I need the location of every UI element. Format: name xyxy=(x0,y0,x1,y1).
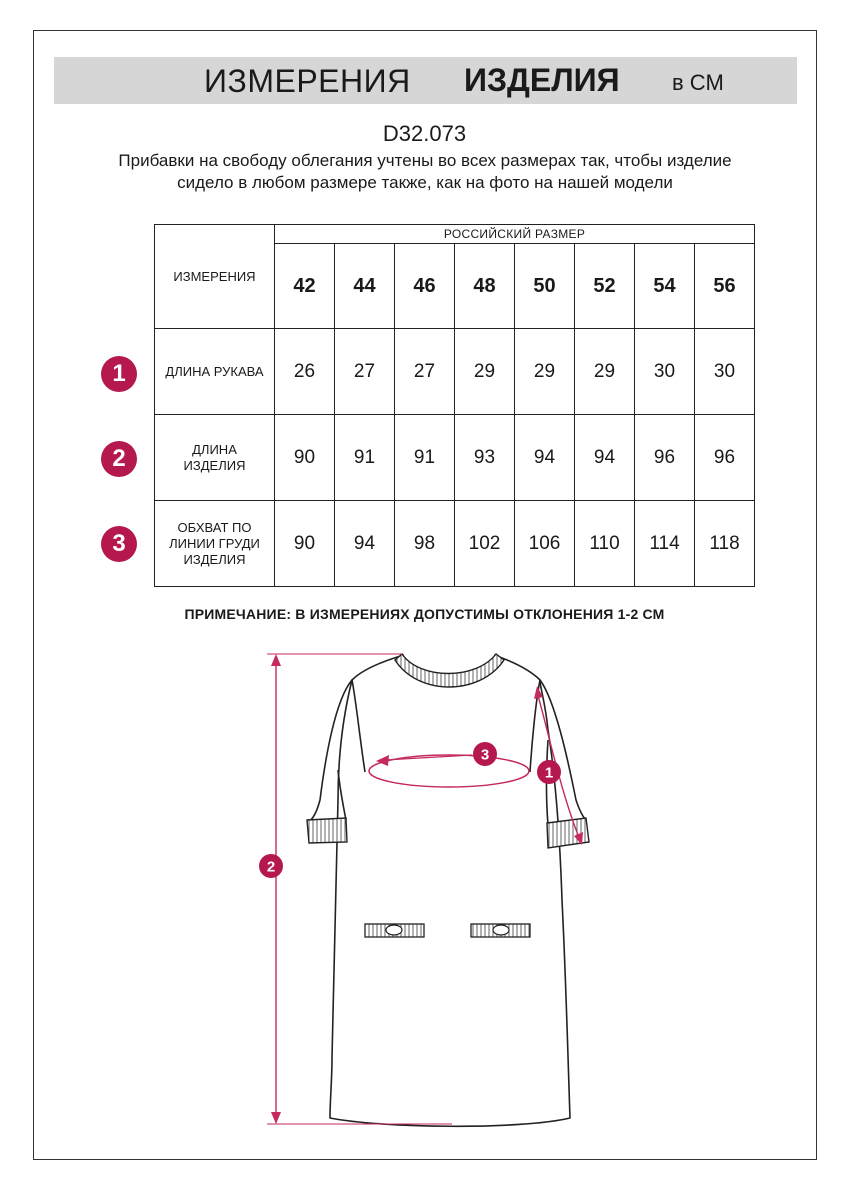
table-cell: 106 xyxy=(515,501,575,587)
table-cell: 94 xyxy=(575,415,635,501)
table-cell: 26 xyxy=(275,329,335,415)
table-cell: 29 xyxy=(515,329,575,415)
title-unit: в СМ xyxy=(672,70,724,95)
table-cell: 27 xyxy=(335,329,395,415)
table-cell: 90 xyxy=(275,501,335,587)
table-cell: 94 xyxy=(515,415,575,501)
left-pocket xyxy=(365,924,424,937)
title-product: ИЗДЕЛИЯ xyxy=(464,62,620,98)
table-cell: 110 xyxy=(575,501,635,587)
size-header: 52 xyxy=(575,244,635,329)
tolerance-note: ПРИМЕЧАНИЕ: В ИЗМЕРЕНИЯХ ДОПУСТИМЫ ОТКЛОНЕНИЯ 1-2 СМ xyxy=(184,606,665,622)
neck-rib xyxy=(395,654,504,687)
size-header: 54 xyxy=(635,244,695,329)
size-header: 56 xyxy=(695,244,755,329)
length-marker xyxy=(259,854,283,878)
table-cell: 90 xyxy=(275,415,335,501)
row-badge-chest: 3 xyxy=(101,526,137,562)
chest-measure-ellipse xyxy=(369,755,529,787)
table-cell: 93 xyxy=(455,415,515,501)
table-cell: 27 xyxy=(395,329,455,415)
row-label: ДЛИНА РУКАВА xyxy=(155,329,275,415)
size-header: 42 xyxy=(275,244,335,329)
right-pocket xyxy=(471,924,530,937)
intro-text: Прибавки на свободу облегания учтены во всех размерах так, чтобы изделие сидело в любом размере также, как на фото на нашей модели xyxy=(118,151,732,192)
size-header: 50 xyxy=(515,244,575,329)
length-measure-line xyxy=(267,654,452,1124)
table-cell: 102 xyxy=(455,501,515,587)
row-label: ДЛИНА ИЗДЕЛИЯ xyxy=(155,415,275,501)
chest-marker-label: 3 xyxy=(480,746,490,764)
table-cell: 29 xyxy=(575,329,635,415)
table-cell: 96 xyxy=(695,415,755,501)
table-cell: 118 xyxy=(695,501,755,587)
size-header: 48 xyxy=(455,244,515,329)
article-number: D32.073 xyxy=(382,121,467,146)
sleeve-marker-label: 1 xyxy=(544,764,554,782)
table-cell: 94 xyxy=(335,501,395,587)
row-label: ОБХВАТ ПО ЛИНИИ ГРУДИ ИЗДЕЛИЯ xyxy=(155,501,275,587)
title-measurements: ИЗМЕРЕНИЯ xyxy=(204,63,411,99)
table-cell: 96 xyxy=(635,415,695,501)
chest-marker xyxy=(473,742,497,766)
size-header: 46 xyxy=(395,244,455,329)
sleeve-marker xyxy=(537,760,561,784)
table-cell: 114 xyxy=(635,501,695,587)
size-group-header: РОССИЙСКИЙ РАЗМЕР xyxy=(275,225,755,244)
table-cell: 30 xyxy=(695,329,755,415)
table-cell: 30 xyxy=(635,329,695,415)
table-cell: 91 xyxy=(395,415,455,501)
table-cell: 91 xyxy=(335,415,395,501)
length-marker-label: 2 xyxy=(266,858,276,876)
dress-outline xyxy=(308,655,586,1126)
table-cell: 29 xyxy=(455,329,515,415)
table-cell: 98 xyxy=(395,501,455,587)
size-header: 44 xyxy=(335,244,395,329)
left-cuff-rib xyxy=(307,818,347,843)
row-badge-length: 2 xyxy=(101,441,137,477)
row-badge-sleeve: 1 xyxy=(101,356,137,392)
measure-header: ИЗМЕРЕНИЯ xyxy=(155,225,275,329)
